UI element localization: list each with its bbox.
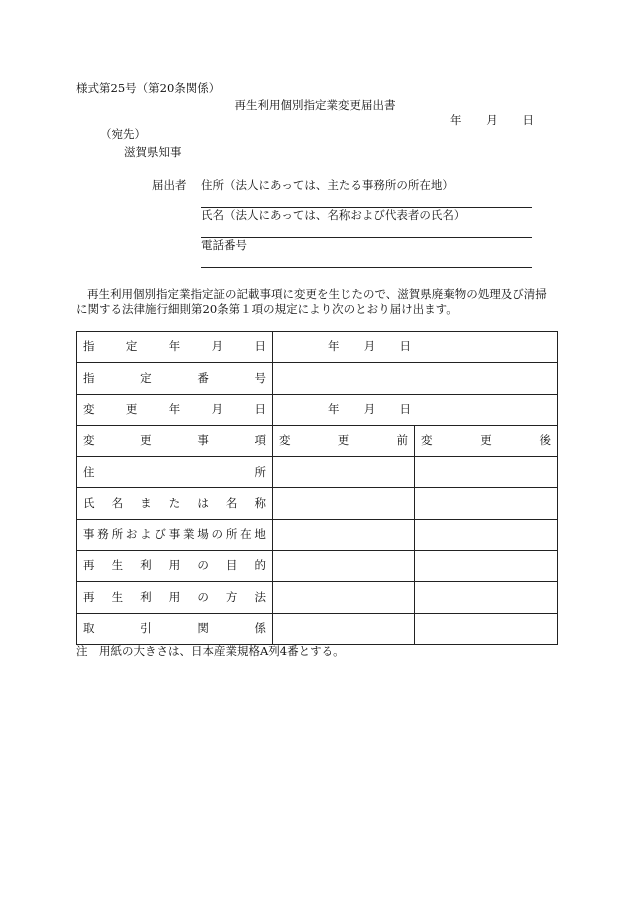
label-char: 定 [125, 339, 138, 354]
label-char: 生 [111, 589, 124, 604]
label-char: 利 [140, 589, 152, 604]
label-char: 業 [182, 527, 195, 542]
label-char: 事 [83, 527, 95, 542]
table-row-designation-number [77, 363, 558, 394]
label-char: は [197, 495, 209, 510]
label-char: び [154, 527, 166, 542]
after-text [421, 435, 551, 447]
change-date-label [77, 394, 273, 425]
body-text: 再生利用個別指定業指定証の記載事項に変更を生じたので、滋賀県廃棄物の処理及び清掃に関する法律施行細則第20条第１項の規定により次のとおり届け出ます。 [76, 287, 547, 316]
footnote: 注 用紙の大きさは、日本産業規格A列4番とする。 [76, 644, 345, 658]
designation-date-label [77, 332, 273, 363]
table-row [77, 519, 558, 550]
item-label-business-relations [77, 613, 273, 644]
table-row-designation-date [77, 332, 558, 363]
label-char: 変 [83, 401, 95, 416]
label-char: 更 [480, 433, 492, 448]
addressee-name: 滋賀県知事 [124, 145, 182, 159]
item-label-name [77, 488, 273, 519]
label-char: 引 [140, 621, 152, 636]
designation-number-label [77, 363, 273, 394]
table-row [77, 457, 558, 488]
label-char: 変 [279, 433, 291, 448]
before-text [279, 435, 408, 447]
change-date-units [328, 401, 411, 416]
table-row-header [77, 425, 558, 456]
label-char: 定 [140, 370, 152, 385]
label-char: 名 [225, 495, 238, 510]
label-char: 日 [254, 401, 266, 416]
date-day: 日 [522, 113, 534, 127]
designation-date-text [83, 341, 266, 353]
label-char: 場 [197, 527, 209, 542]
label-char: 法 [254, 589, 266, 604]
label-char: ま [140, 495, 152, 510]
label-char: 指 [83, 370, 95, 385]
label-char: 取 [83, 621, 95, 636]
before-cell[interactable] [273, 457, 415, 488]
label-char: お [125, 527, 138, 542]
label-char: 月 [211, 401, 224, 416]
label-char: 年 [168, 339, 181, 354]
label-char: 日 [399, 339, 411, 354]
label-char: 的 [254, 558, 266, 573]
change-date-value[interactable] [273, 394, 558, 425]
label-char: 年 [328, 339, 340, 354]
applicant-label: 届出者 [152, 178, 187, 192]
label-char: た [168, 495, 181, 510]
label-char: 指 [83, 339, 95, 354]
table-row [77, 582, 558, 613]
date-month: 月 [486, 113, 498, 127]
change-date-text [83, 401, 266, 416]
label-char: 日 [399, 401, 411, 416]
label-char: 項 [254, 433, 266, 448]
before-header [273, 425, 415, 456]
label-char: 更 [140, 433, 152, 448]
label-char: 年 [168, 401, 181, 416]
after-cell[interactable] [415, 457, 558, 488]
label-char: 号 [254, 370, 266, 385]
document-title: 再生利用個別指定業変更届出書 [234, 98, 396, 112]
label-char: 月 [211, 339, 224, 354]
before-cell[interactable] [273, 613, 415, 644]
before-cell[interactable] [273, 488, 415, 519]
designation-number-value[interactable] [273, 363, 558, 394]
label-char: 生 [111, 558, 124, 573]
label-char: 方 [225, 589, 238, 604]
label-char: 係 [254, 621, 266, 636]
label-char: 前 [396, 433, 408, 448]
item-label-recycling-purpose [77, 551, 273, 582]
before-cell[interactable] [273, 519, 415, 550]
label-char: 事 [168, 527, 181, 542]
label-char: 在 [240, 527, 252, 542]
addressee-prefix: （宛先） [100, 127, 146, 141]
designation-number-text [83, 370, 266, 385]
label-char: の [197, 558, 209, 573]
label-char: の [211, 527, 224, 542]
label-char: 用 [168, 558, 181, 573]
label-char: 用 [168, 589, 181, 604]
label-char: 日 [254, 339, 266, 354]
label-char: 年 [328, 401, 340, 416]
table-row [77, 551, 558, 582]
label-char: 氏 [83, 495, 95, 510]
phone-label: 電話番号 [201, 238, 247, 252]
date-year: 年 [450, 113, 462, 127]
after-header [415, 425, 558, 456]
submission-date [450, 115, 534, 127]
label-char: 更 [337, 433, 350, 448]
label-char: 地 [254, 527, 266, 542]
label-char: 更 [125, 401, 138, 416]
label-char: 月 [363, 401, 376, 416]
phone-field-line[interactable] [201, 267, 532, 268]
label-char: 再 [83, 558, 95, 573]
name-label: 氏名（法人にあっては、名称および代表者の氏名） [201, 208, 466, 222]
after-cell[interactable] [415, 551, 558, 582]
after-cell[interactable] [415, 613, 558, 644]
label-char: 所 [254, 464, 266, 479]
table-row [77, 613, 558, 644]
after-cell[interactable] [415, 582, 558, 613]
label-char: 目 [225, 558, 238, 573]
label-char: 利 [140, 558, 152, 573]
item-label-recycling-method [77, 582, 273, 613]
label-char: 月 [363, 339, 376, 354]
label-char: 称 [254, 495, 266, 510]
label-char: 名 [111, 495, 124, 510]
label-char: 変 [83, 433, 95, 448]
label-char: 所 [225, 527, 238, 542]
designation-date-units [328, 341, 411, 353]
designation-date-value[interactable] [273, 332, 558, 363]
item-label-address [77, 457, 273, 488]
address-label: 住所（法人にあっては、主たる事務所の所在地） [201, 178, 454, 192]
label-char: 番 [197, 370, 209, 385]
label-char: 再 [83, 589, 95, 604]
table-row [77, 488, 558, 519]
change-details-table [76, 331, 558, 645]
change-item-text [83, 435, 266, 447]
label-char: 関 [197, 621, 209, 636]
after-cell[interactable] [415, 488, 558, 519]
label-char: 後 [539, 433, 551, 448]
label-char: 所 [111, 527, 124, 542]
name-field-line[interactable] [201, 237, 532, 238]
table-row-change-date [77, 394, 558, 425]
label-char: の [197, 589, 209, 604]
form-number: 様式第25号（第20条関係） [76, 81, 221, 95]
item-label-office-location [77, 519, 273, 550]
after-cell[interactable] [415, 519, 558, 550]
before-cell[interactable] [273, 582, 415, 613]
label-char: よ [140, 527, 152, 542]
before-cell[interactable] [273, 551, 415, 582]
label-char: 務 [97, 527, 109, 542]
change-item-header [77, 425, 273, 456]
label-char: 事 [197, 433, 209, 448]
label-char: 変 [421, 433, 433, 448]
label-char: 住 [83, 464, 95, 479]
